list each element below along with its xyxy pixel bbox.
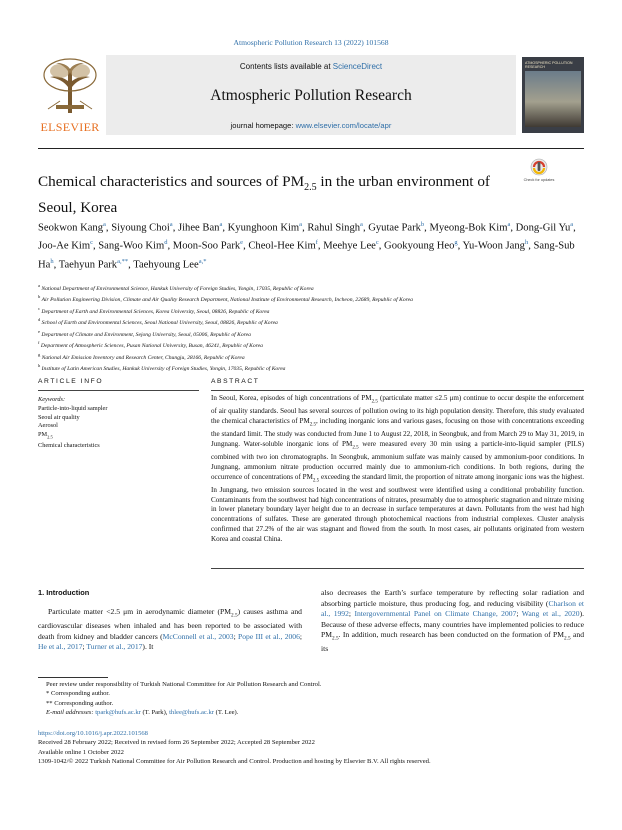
keyword-item: Seoul air quality bbox=[38, 413, 80, 421]
intro-sub: 2.5 bbox=[564, 635, 571, 642]
footnote-divider bbox=[38, 677, 108, 678]
article-info-divider bbox=[38, 390, 199, 391]
contents-line bbox=[106, 62, 516, 71]
email-label: E-mail addresses: bbox=[46, 709, 96, 717]
abstract-sub: 2.5 bbox=[371, 399, 378, 405]
affiliation-text: School of Earth and Environmental Sciences, Seoul National University, Seoul, 08826, Republic of Korea bbox=[41, 320, 278, 327]
email-name: (T. Park), bbox=[140, 709, 170, 717]
affiliation-item bbox=[38, 282, 584, 293]
contents-prefix: Contents lists available at bbox=[239, 62, 333, 71]
intro-r1: also decreases the Earth’s surface temperature by reflecting solar radiation and absorbing particle moisture, thus producing fog, and reducing visibility ( bbox=[321, 588, 584, 608]
affiliation-mark: g bbox=[38, 351, 41, 357]
affiliation-item bbox=[38, 316, 584, 327]
received-dates: Received 28 February 2022; Received in revised form 26 September 2022; Accepted 28 September 2022 bbox=[38, 739, 315, 747]
author-name[interactable]: Sang-Woo Kim bbox=[98, 240, 165, 252]
journal-header bbox=[38, 55, 584, 135]
affiliation-mark: c bbox=[38, 305, 40, 311]
online-date: Available online 1 October 2022 bbox=[38, 748, 124, 756]
citation-link[interactable]: McConnell et al., 2003 bbox=[162, 631, 234, 641]
keyword-item: Aerosol bbox=[38, 422, 58, 430]
author-affiliation-mark[interactable]: g bbox=[454, 239, 458, 247]
affiliation-text: Institute of Latin American Studies, Hankuk University of Foreign Studies, Yongin, 17035, Republic of Korea bbox=[41, 366, 286, 373]
sciencedirect-link[interactable]: ScienceDirect bbox=[332, 62, 383, 71]
author-name[interactable]: Gyutae Park bbox=[368, 222, 421, 234]
affiliation-mark: h bbox=[38, 363, 41, 369]
introduction-heading: 1. Introduction bbox=[38, 588, 90, 597]
citation-link[interactable]: Wang et al., 2020 bbox=[521, 609, 580, 619]
affiliation-item bbox=[38, 293, 584, 304]
author-affiliation-mark[interactable]: a bbox=[507, 221, 511, 228]
elsevier-logo bbox=[38, 55, 102, 135]
abstract-s4: were measured every 30 min using a particle-into-liquid sampler (PILS) combined with two ion chromatographs. In Seongbuk, ammonium sulfate was mainly caused by ammonium-poor conditions. In Jungnang, ammonium nitrate production occurred mainly due to ammonium-rich conditions. In both regions, during the occurrence of concentrations of PM bbox=[211, 439, 584, 481]
affiliation-item bbox=[38, 339, 584, 350]
homepage-prefix: journal homepage: bbox=[230, 121, 296, 130]
journal-banner bbox=[106, 55, 516, 135]
author-affiliation-mark[interactable]: a bbox=[219, 221, 223, 228]
intro-l2: ) causes asthma and cardiovascular diseases when inhaled and has been reported to be associated with death from kidney and bladder cancers ( bbox=[38, 607, 302, 641]
affiliation-mark: a bbox=[38, 283, 40, 288]
article-info-heading: ARTICLE INFO bbox=[38, 378, 104, 385]
citation-link[interactable]: Pope III et al., 2006 bbox=[238, 631, 300, 641]
abstract-heading: ABSTRACT bbox=[211, 378, 260, 385]
journal-title: Atmospheric Pollution Research bbox=[210, 87, 412, 104]
affiliation-text: Department of Atmospheric Sciences, Pusan National University, Busan, 46241, Republic of Korea bbox=[40, 343, 263, 350]
check-updates-label: Check for updates bbox=[523, 178, 555, 182]
check-for-updates-button[interactable] bbox=[524, 158, 554, 188]
email-name: (T. Lee). bbox=[213, 709, 239, 717]
corresponding-author-note: * Corresponding author. bbox=[46, 690, 110, 698]
intro-sub: 2.5 bbox=[231, 612, 238, 619]
elsevier-wordmark: ELSEVIER bbox=[40, 120, 100, 134]
email-addresses bbox=[38, 708, 584, 717]
abstract-sub: 2.5 bbox=[312, 477, 320, 483]
author-affiliation-mark[interactable]: f bbox=[315, 239, 318, 247]
intro-l1: Particulate matter <2.5 μm in aerodynamic diameter (PM bbox=[48, 607, 232, 616]
journal-reference-link[interactable]: Atmospheric Pollution Research 13 (2022) 101568 bbox=[233, 38, 389, 47]
author-name[interactable]: Siyoung Choi bbox=[111, 222, 170, 234]
abstract-bottom-divider bbox=[211, 568, 584, 569]
introduction-left-column: Particulate matter <2.5 μm in aerodynamic diameter $(PM_{2.5})$ causes asthma and cardiovascular diseases when inhaled and has been reported to be associated with death from kidney and bladder cancers (McConnell et al., 2003; Pope III et al., 2006; He et al., 2017; Turner et al., 2017). It bbox=[38, 607, 303, 652]
affiliation-mark: b bbox=[38, 294, 41, 300]
abstract-s5: exceeding the standard limit, the proportion of nitrate among inorganic ions was the highest. In Jungnang, two emission sources located in the west and southwest were identified using a conditional probability function. Contaminants from the southwest had high concentrations of nitrates, presumably due to atmospheric stagnation and nitrate mixing in lower planetary boundary layer height due to an decrease in surface temperatures at dawn. Pollutants from the west had high concentrations of sulfates. These are generated through photochemical reactions from industrial complexes. Cluster analysis confirmed that 27.2% of the air was stagnant and flowed from the south. In most cases, air pollutants originated from western Korea and coastal China. bbox=[211, 472, 584, 543]
keywords-label: Keywords: bbox=[38, 396, 66, 403]
abstract-s3: , including inorganic ions and various gases, focusing on those with concentrations exceeding the standard limit. The study was conducted from June 1 to August 22, 2018, in Seongbuk, and from March 29 to May 31, 2019, in Jungnang. Water-soluble inorganic ions of PM bbox=[211, 416, 584, 448]
author-name[interactable]: Cheol-Hee Kim bbox=[248, 240, 316, 252]
author-name[interactable]: Yu-Woon Jang bbox=[462, 240, 525, 252]
author-affiliation-mark[interactable]: a,* bbox=[198, 257, 207, 265]
author-name[interactable]: Seokwon Kang bbox=[38, 222, 104, 234]
author-affiliation-mark[interactable]: a bbox=[103, 221, 106, 228]
intro-l3: ). It bbox=[142, 642, 154, 652]
paper-title bbox=[38, 172, 508, 218]
affiliation-mark: d bbox=[38, 317, 41, 323]
author-name[interactable]: Jihee Ban bbox=[177, 222, 220, 234]
author-name[interactable]: Myeong-Bok Kim bbox=[429, 222, 508, 234]
author-name[interactable]: Moon-Soo Park bbox=[172, 240, 241, 252]
homepage-link[interactable]: www.elsevier.com/locate/apr bbox=[295, 121, 392, 130]
peer-review-note: Peer review under responsibility of Turkish National Committee for Air Pollution Research and Control. bbox=[46, 681, 322, 688]
intro-sub: 2.5 bbox=[331, 635, 339, 642]
title-sub: 2.5 bbox=[304, 182, 317, 194]
author-name[interactable]: Meehye Lee bbox=[323, 240, 376, 252]
abstract-s1: In Seoul, Korea, episodes of high concentrations of PM bbox=[211, 394, 372, 402]
email-link[interactable]: thlee@hufs.ac.kr bbox=[169, 709, 214, 717]
header-divider bbox=[38, 148, 584, 149]
author-affiliation-mark[interactable]: a bbox=[299, 221, 303, 228]
author-affiliation-mark[interactable]: h bbox=[524, 239, 529, 247]
affiliation-text: National Air Emission Inventory and Research Center, Chungju, 28166, Republic of Korea bbox=[41, 354, 245, 361]
affiliation-mark: e bbox=[38, 328, 40, 334]
author-affiliation-mark[interactable]: b bbox=[420, 221, 425, 228]
keywords-block bbox=[38, 396, 198, 451]
intro-r2: ). Because of these adverse effects, many countries have implemented policies to reduce PM bbox=[321, 609, 585, 640]
abstract-s2: (particulate matter ≤2.5 μm) continue to occur despite the enforcement of air quality standards. Seoul has several sources of pollution owing to its high population density. Therefore, this study evaluated the chemical characteristics of PM bbox=[211, 394, 584, 425]
title-part2: in the urban environment of Seoul, Korea bbox=[38, 173, 490, 217]
author-affiliation-mark[interactable]: c bbox=[375, 239, 379, 247]
journal-cover-image[interactable] bbox=[522, 57, 584, 133]
copyright-line: 1309-1042/© 2022 Turkish National Committee for Air Pollution Research and Control. Production and hosting by Elsevier B.V. All rights reserved. bbox=[38, 758, 431, 766]
author-name[interactable]: Taehyun Park bbox=[58, 259, 118, 271]
keyword-item: Particle-into-liquid sampler bbox=[38, 404, 108, 412]
citation-link[interactable]: He et al., 2017 bbox=[38, 642, 83, 652]
author-affiliation-mark[interactable]: e bbox=[240, 239, 244, 247]
keyword-pm: PM bbox=[38, 431, 48, 439]
doi-line bbox=[38, 729, 584, 738]
author-affiliation-mark[interactable]: h bbox=[50, 257, 54, 265]
introduction-right-column: also decreases the Earth’s surface temperature by reflecting solar radiation and absorbing particle moisture, thus producing fog, and reducing visibility (Charlson et al., 1992; Intergovernmental Panel on Climate Change, 2007; Wang et al., 2020). Because of these adverse effects, many countries have implemented policies to reduce $PM_{2.5}$. In addition, much research has been conducted on the formation of $PM_{2.5}$ and its bbox=[321, 588, 585, 654]
citation-link[interactable]: Charlson et al., 1992 bbox=[321, 598, 584, 619]
citation-link[interactable]: Turner et al., 2017 bbox=[86, 642, 143, 652]
keyword-item bbox=[38, 431, 198, 442]
author-affiliation-mark[interactable]: a bbox=[360, 221, 363, 228]
corresponding-author-note: ** Corresponding author. bbox=[46, 699, 114, 707]
elsevier-tree-icon bbox=[42, 57, 98, 115]
author-name[interactable]: Gookyoung Heo bbox=[384, 240, 455, 252]
author-affiliation-mark[interactable]: a,** bbox=[117, 257, 129, 265]
keyword-item: Chemical characteristics bbox=[38, 442, 100, 450]
abstract-sub: 2.5 bbox=[309, 422, 317, 428]
abstract-text bbox=[211, 394, 584, 544]
abstract-sub: 2.5 bbox=[352, 445, 359, 451]
citation-link[interactable]: Intergovernmental Panel on Climate Change, 2007 bbox=[354, 609, 517, 619]
intro-r4: and its bbox=[321, 630, 584, 654]
check-updates-icon bbox=[524, 158, 554, 178]
affiliation-mark: f bbox=[38, 340, 40, 346]
affiliation-text: Air Pollution Engineering Division, Climate and Air Quality Research Department, National Institute of Environmental Research, Incheon, 22689, Republic of Korea bbox=[41, 297, 413, 304]
affiliation-text: Department of Earth and Environmental Sciences, Korea University, Seoul, 08826, Republic of Korea bbox=[41, 308, 270, 315]
affiliation-item bbox=[38, 351, 584, 362]
footnotes bbox=[38, 680, 584, 718]
author-affiliation-mark[interactable]: a bbox=[570, 221, 574, 228]
author-name[interactable]: Dong-Gil Yu bbox=[515, 222, 571, 234]
affiliation-text: National Department of Environmental Science, Hankuk University of Foreign Studies, Yongin, 17035, Republic of Korea bbox=[41, 285, 314, 292]
abstract-divider bbox=[211, 390, 584, 391]
author-name[interactable]: Joo-Ae Kim bbox=[38, 240, 91, 252]
affiliation-list bbox=[38, 282, 584, 374]
author-list: Seokwon Kang$^a$, Siyoung Choi$^a$, Jihee Ban$^a$, Kyunghoon Kim$^a$, Rahul Singh$^a$, Gyutae Park$^b$, Myeong-Bok Kim$^a$, Dong-Gil Yu$^a$, Joo-Ae Kim$^c$, Sang-Woo Kim$^d$, Moon-Soo Park$^e$, Cheol-Hee Kim$^f$, Meehye Lee$^c$, Gookyoung Heo$^g$, Yu-Woon Jang$^h$, Sang-Sub Ha$^h$, Taehyun Park$^{a,**}$, Taehyoung Lee$^{a,*}$ bbox=[38, 221, 576, 271]
doi-link[interactable]: https://doi.org/10.1016/j.apr.2022.101568 bbox=[38, 730, 148, 737]
author-affiliation-mark[interactable]: a bbox=[169, 221, 173, 228]
author-affiliation-mark[interactable]: c bbox=[90, 239, 93, 247]
author-name[interactable]: Kyunghoon Kim bbox=[227, 222, 300, 234]
cover-photo bbox=[525, 71, 581, 127]
homepage-line bbox=[106, 121, 516, 130]
author-name[interactable]: Rahul Singh bbox=[307, 222, 361, 234]
affiliation-item bbox=[38, 362, 584, 373]
affiliation-text: Department of Climate and Environment, Sejong University, Seoul, 05006, Republic of Korea bbox=[41, 331, 251, 338]
author-name[interactable]: Sang-Sub Ha bbox=[38, 240, 575, 271]
article-metadata bbox=[38, 729, 584, 767]
author-name[interactable]: Taehyoung Lee bbox=[133, 259, 199, 271]
title-part1: Chemical characteristics and sources of PM bbox=[38, 173, 305, 190]
affiliation-item bbox=[38, 328, 584, 339]
keyword-pm-sub: 2.5 bbox=[47, 434, 53, 440]
journal-reference[interactable] bbox=[0, 38, 622, 47]
author-affiliation-mark[interactable]: d bbox=[164, 239, 168, 247]
cover-title: ATMOSPHERIC POLLUTION RESEARCH bbox=[525, 61, 573, 70]
affiliation-item bbox=[38, 305, 584, 316]
intro-r3: . In addition, much research has been conducted on the formation of PM bbox=[338, 630, 565, 640]
email-link[interactable]: tpark@hufs.ac.kr bbox=[95, 709, 141, 717]
